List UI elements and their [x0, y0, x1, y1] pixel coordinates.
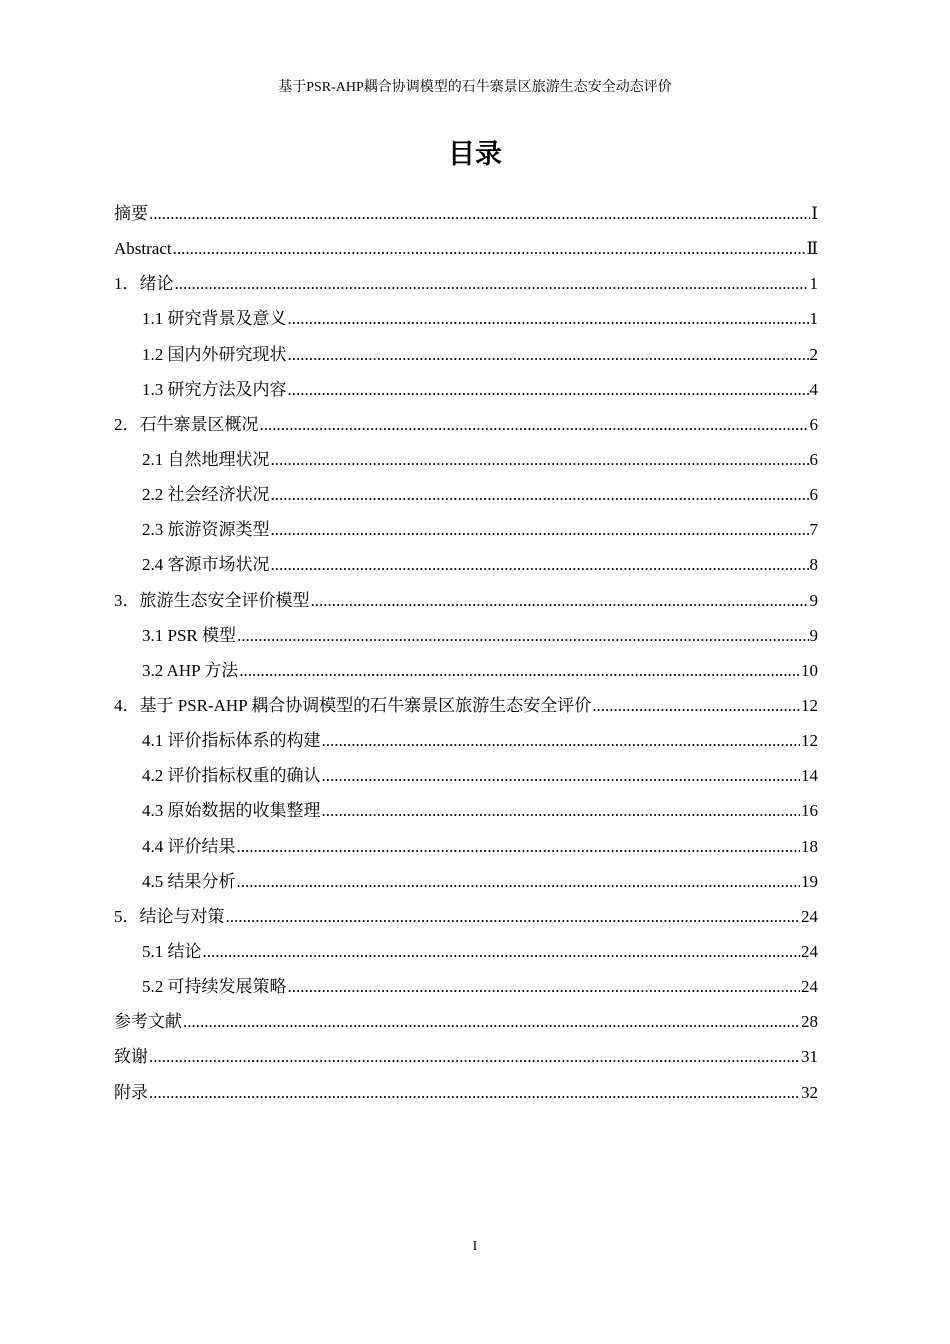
toc-entry[interactable] — [114, 477, 818, 512]
toc-entry-title: 4.2 评价指标权重的确认 — [142, 766, 321, 786]
toc-entry-title: 4．基于 PSR-AHP 耦合协调模型的石牛寨景区旅游生态安全评价 — [114, 695, 592, 715]
toc-entry-page-number: 24 — [801, 941, 818, 961]
toc-entry[interactable] — [114, 1039, 818, 1074]
toc-entry[interactable] — [114, 829, 818, 864]
toc-entry-page-number: 24 — [801, 977, 818, 997]
toc-entry-title: 参考文献 — [114, 1012, 182, 1032]
toc-entry[interactable] — [114, 618, 818, 653]
toc-entry-title: 1.2 国内外研究现状 — [142, 344, 287, 364]
dot-leader — [237, 618, 809, 653]
table-of-contents — [114, 196, 818, 1110]
toc-entry-page-number: 32 — [801, 1082, 818, 1102]
dot-leader — [175, 266, 809, 301]
dot-leader — [271, 547, 809, 582]
dot-leader — [260, 407, 809, 442]
dot-leader — [149, 196, 810, 231]
toc-entry-title: 致谢 — [114, 1047, 148, 1067]
toc-entry-page-number: 9 — [809, 625, 818, 645]
toc-entry-title: 5.1 结论 — [142, 941, 202, 961]
dot-leader — [311, 583, 809, 618]
dot-leader — [322, 793, 801, 828]
dot-leader — [173, 231, 806, 266]
toc-entry-page-number: 12 — [801, 731, 818, 751]
toc-entry-page-number: 31 — [801, 1047, 818, 1067]
dot-leader — [271, 442, 809, 477]
dot-leader — [288, 372, 809, 407]
toc-entry-title: 2.3 旅游资源类型 — [142, 520, 270, 540]
toc-entry-page-number: 4 — [809, 379, 818, 399]
toc-entry[interactable] — [114, 653, 818, 688]
toc-entry-title: 4.5 结果分析 — [142, 871, 236, 891]
toc-entry-title: 2.4 客源市场状况 — [142, 555, 270, 575]
toc-entry[interactable] — [114, 372, 818, 407]
dot-leader — [322, 723, 801, 758]
toc-entry-title: 5．结论与对策 — [114, 906, 225, 926]
toc-entry-title: 1.3 研究方法及内容 — [142, 379, 287, 399]
toc-entry-page-number: 1 — [809, 309, 818, 329]
toc-entry-title: 3.1 PSR 模型 — [142, 625, 236, 645]
toc-entry-page-number: 8 — [809, 555, 818, 575]
toc-entry-title: 3.2 AHP 方法 — [142, 660, 239, 680]
dot-leader — [288, 337, 809, 372]
toc-entry-title: 5.2 可持续发展策略 — [142, 977, 287, 997]
toc-entry[interactable] — [114, 723, 818, 758]
toc-entry[interactable] — [114, 231, 818, 266]
dot-leader — [239, 653, 800, 688]
toc-entry[interactable] — [114, 793, 818, 828]
dot-leader — [149, 1039, 800, 1074]
toc-entry-page-number: Ⅱ — [806, 239, 818, 259]
toc-entry-page-number: 6 — [809, 449, 818, 469]
dot-leader — [271, 512, 809, 547]
toc-entry[interactable] — [114, 512, 818, 547]
toc-entry[interactable] — [114, 1075, 818, 1110]
toc-entry-title: 2.1 自然地理状况 — [142, 449, 270, 469]
toc-entry-page-number: 2 — [809, 344, 818, 364]
dot-leader — [592, 688, 800, 723]
dot-leader — [322, 758, 801, 793]
toc-entry-title: 2．石牛寨景区概况 — [114, 414, 259, 434]
toc-entry[interactable] — [114, 934, 818, 969]
toc-entry-title: 摘要 — [114, 204, 148, 223]
toc-entry-page-number: 14 — [801, 766, 818, 786]
toc-entry-page-number: 18 — [801, 836, 818, 856]
dot-leader — [149, 1075, 800, 1110]
toc-entry[interactable] — [114, 442, 818, 477]
toc-entry-page-number: 6 — [809, 485, 818, 505]
toc-entry-page-number: 24 — [801, 906, 818, 926]
page-number: I — [472, 1239, 478, 1254]
dot-leader — [237, 829, 801, 864]
toc-entry-title: 附录 — [114, 1082, 148, 1102]
dot-leader — [237, 864, 801, 899]
toc-entry[interactable] — [114, 1004, 818, 1039]
toc-entry-title: 2.2 社会经济状况 — [142, 485, 270, 505]
toc-entry-title: Abstract — [114, 239, 172, 259]
toc-entry-title: 1．绪论 — [114, 274, 174, 294]
dot-leader — [271, 477, 809, 512]
toc-entry[interactable] — [114, 864, 818, 899]
toc-entry-page-number: 28 — [801, 1012, 818, 1032]
toc-entry-page-number: 7 — [809, 520, 818, 540]
toc-entry-page-number: Ⅰ — [811, 204, 818, 223]
dot-leader — [203, 934, 801, 969]
toc-entry-title: 4.3 原始数据的收集整理 — [142, 801, 321, 821]
dot-leader — [288, 969, 801, 1004]
toc-entry[interactable] — [114, 266, 818, 301]
dot-leader — [226, 899, 801, 934]
toc-entry[interactable] — [114, 899, 818, 934]
toc-entry[interactable] — [114, 196, 818, 231]
toc-entry-title: 1.1 研究背景及意义 — [142, 309, 287, 329]
running-header: 基于PSR-AHP耦合协调模型的石牛寨景区旅游生态安全动态评价 — [278, 80, 672, 95]
toc-entry-page-number: 19 — [801, 871, 818, 891]
toc-entry-page-number: 6 — [809, 414, 818, 434]
toc-title: 目录 — [448, 139, 502, 170]
toc-entry-page-number: 12 — [801, 695, 818, 715]
toc-entry[interactable] — [114, 688, 818, 723]
toc-entry-title: 4.4 评价结果 — [142, 836, 236, 856]
toc-entry[interactable] — [114, 547, 818, 582]
toc-entry[interactable] — [114, 583, 818, 618]
dot-leader — [288, 301, 809, 336]
dot-leader — [183, 1004, 800, 1039]
toc-entry-page-number: 1 — [809, 274, 818, 294]
toc-entry[interactable] — [114, 301, 818, 336]
toc-entry-page-number: 10 — [801, 660, 818, 680]
toc-entry[interactable] — [114, 407, 818, 442]
toc-entry[interactable] — [114, 337, 818, 372]
toc-entry-page-number: 16 — [801, 801, 818, 821]
toc-entry[interactable] — [114, 758, 818, 793]
toc-entry-page-number: 9 — [809, 590, 818, 610]
toc-entry-title: 4.1 评价指标体系的构建 — [142, 731, 321, 751]
toc-entry-title: 3．旅游生态安全评价模型 — [114, 590, 310, 610]
toc-entry[interactable] — [114, 969, 818, 1004]
